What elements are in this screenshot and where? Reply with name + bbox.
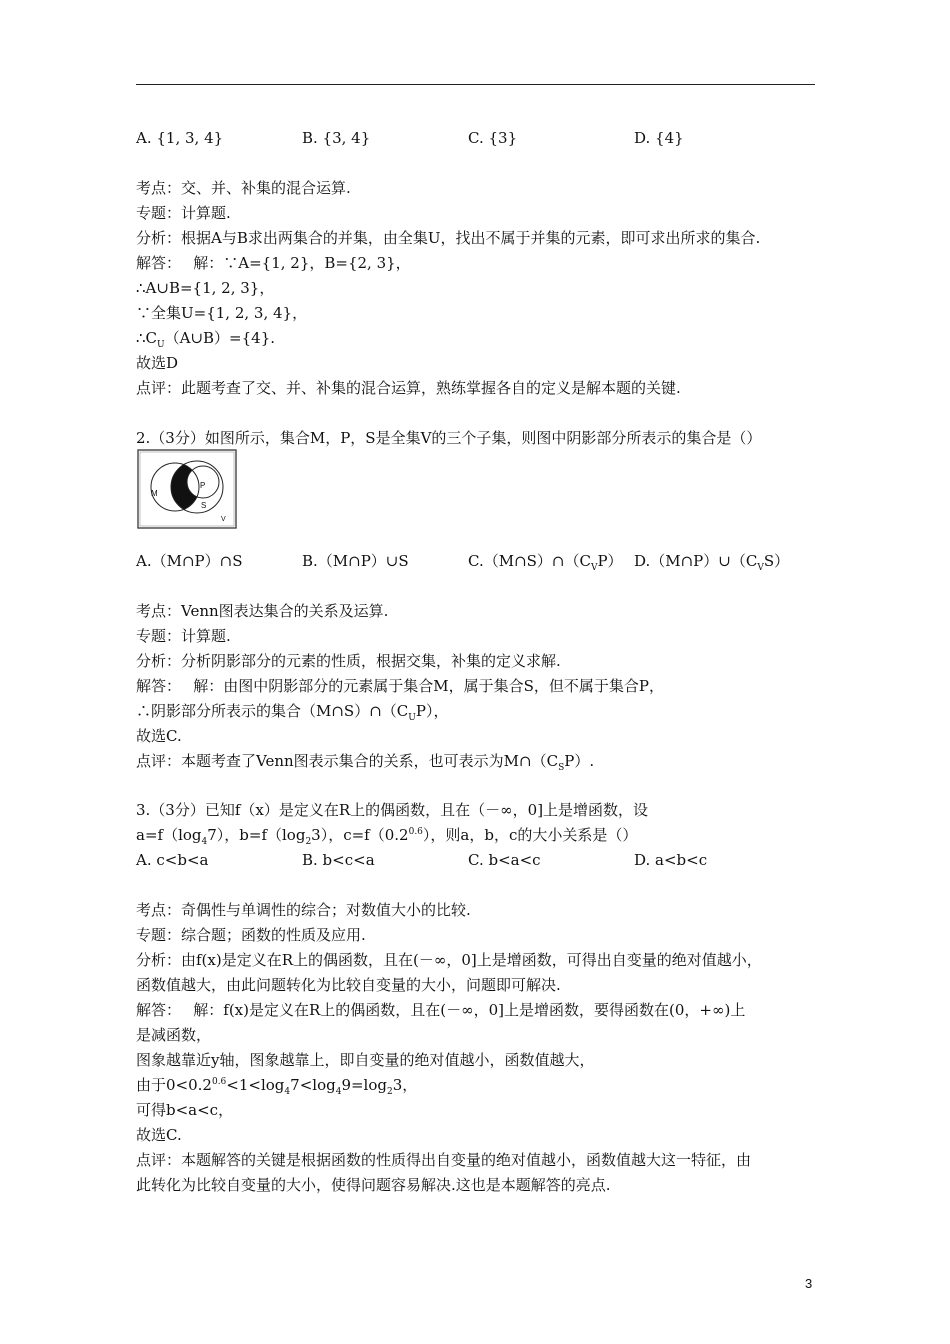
venn-label-p: P bbox=[200, 481, 206, 490]
venn-label-m: M bbox=[151, 489, 158, 498]
q1-option-d: D. {4} bbox=[634, 129, 684, 147]
header-rule bbox=[136, 84, 815, 85]
q2-option-b: B.（M∩P）∪S bbox=[302, 552, 409, 570]
q3-zhuanti: 专题：综合题；函数的性质及应用. bbox=[136, 926, 366, 944]
venn-label-s: S bbox=[201, 501, 207, 510]
q3-stem-line-2: $a=f(\log_47)$，$b=f(\log_23)$，$c=f(0.2^{0.6})$，则a，b，c的大小关系是（） bbox=[136, 826, 638, 847]
q3-dianping-line-1: 点评：本题解答的关键是根据函数的性质得出自变量的绝对值越小，函数值越大这一特征，由 bbox=[136, 1151, 752, 1169]
q3-fenxi-line-1: 分析：由f(x)是定义在R上的偶函数，且在(－∞，0]上是增函数，可得出自变量的绝对值越小， bbox=[136, 951, 762, 969]
q3-jieda-line-2: 是减函数， bbox=[136, 1026, 212, 1044]
q3-option-a: A. c<b<a bbox=[136, 851, 209, 869]
q1-answer: 故选D bbox=[136, 354, 179, 372]
q2-jieda-line-1: 解答： 解：由图中阴影部分的元素属于集合M，属于集合S，但不属于集合P， bbox=[136, 677, 664, 695]
q1-dianping: 点评：此题考查了交、并、补集的混合运算，熟练掌握各自的定义是解本题的关键. bbox=[136, 379, 681, 397]
q3-answer: 故选C. bbox=[136, 1126, 182, 1144]
page-number: 3 bbox=[805, 1276, 813, 1291]
q3-jieda-line-4: 由于$0<0.2^{0.6}<1<\log_47<\log_49=\log_23$， bbox=[136, 1076, 418, 1097]
q3-option-d: D. a<b<c bbox=[634, 851, 708, 869]
q2-kaodian: 考点：Venn图表达集合的关系及运算. bbox=[136, 602, 389, 620]
q1-jieda-line-2: ∴A∪B={1, 2, 3}， bbox=[136, 279, 275, 297]
q2-dianping: 点评：本题考查了Venn图表示集合的关系，也可表示为$M\cap(C_SP)$. bbox=[136, 752, 595, 773]
q3-jieda-line-1: 解答： 解：f(x)是定义在R上的偶函数，且在(－∞，0]上是增函数，要得函数在(0，+∞)上 bbox=[136, 1001, 746, 1019]
q3-fenxi-line-2: 函数值越大，由此问题转化为比较自变量的大小，问题即可解决. bbox=[136, 976, 561, 994]
q1-jieda-line-1: 解答： 解：∵A={1, 2}，B={2, 3}， bbox=[136, 254, 411, 272]
q1-zhuanti: 专题：计算题. bbox=[136, 204, 231, 222]
q3-jieda-line-3: 图象越靠近y轴，图象越靠上，即自变量的绝对值越小，函数值越大， bbox=[136, 1051, 595, 1069]
q2-option-c: $C.(M\cap S)\cap(C_VP)$ bbox=[468, 552, 623, 573]
q3-option-b: B. b<c<a bbox=[302, 851, 375, 869]
q1-kaodian: 考点：交、并、补集的混合运算. bbox=[136, 179, 351, 197]
q2-stem: 2.（3分）如图所示，集合M，P，S是全集V的三个子集，则图中阴影部分所表示的集合是（） bbox=[136, 429, 762, 447]
q3-kaodian: 考点：奇偶性与单调性的综合；对数值大小的比较. bbox=[136, 901, 471, 919]
q1-option-b: B. {3, 4} bbox=[302, 129, 371, 147]
q3-stem: 3.（3分）已知f（x）是定义在R上的偶函数，且在（－∞，0]上是增函数，设 bbox=[136, 801, 649, 819]
q2-fenxi: 分析：分析阴影部分的元素的性质，根据交集，补集的定义求解. bbox=[136, 652, 561, 670]
q1-fenxi: 分析：根据A与B求出两集合的并集，由全集U，找出不属于并集的元素，即可求出所求的集合. bbox=[136, 229, 761, 247]
q1-option-c: C. {3} bbox=[468, 129, 518, 147]
q1-jieda-line-3: ∵全集U={1, 2, 3, 4}， bbox=[136, 304, 308, 322]
q1-option-a: A. {1, 3, 4} bbox=[136, 129, 224, 147]
q2-answer: 故选C. bbox=[136, 727, 182, 745]
q3-dianping-line-2: 此转化为比较自变量的大小，使得问题容易解决.这也是本题解答的亮点. bbox=[136, 1176, 611, 1194]
q2-jieda-line-2: ∴阴影部分所表示的集合$(M\cap S)\cap(C_UP)$， bbox=[136, 702, 449, 723]
q2-option-d: $D.(M\cap P)\cup(C_VS)$ bbox=[634, 552, 790, 573]
q2-option-a: A.（M∩P）∩S bbox=[136, 552, 243, 570]
q1-jieda-line-4: $\therefore C_U(A\cup B)=\{4\}$. bbox=[136, 329, 276, 350]
q2-zhuanti: 专题：计算题. bbox=[136, 627, 231, 645]
q3-option-c: C. b<a<c bbox=[468, 851, 541, 869]
q3-jieda-line-5: 可得b<a<c， bbox=[136, 1101, 234, 1119]
q2-venn-diagram bbox=[137, 449, 237, 529]
venn-label-v: V bbox=[221, 516, 226, 523]
